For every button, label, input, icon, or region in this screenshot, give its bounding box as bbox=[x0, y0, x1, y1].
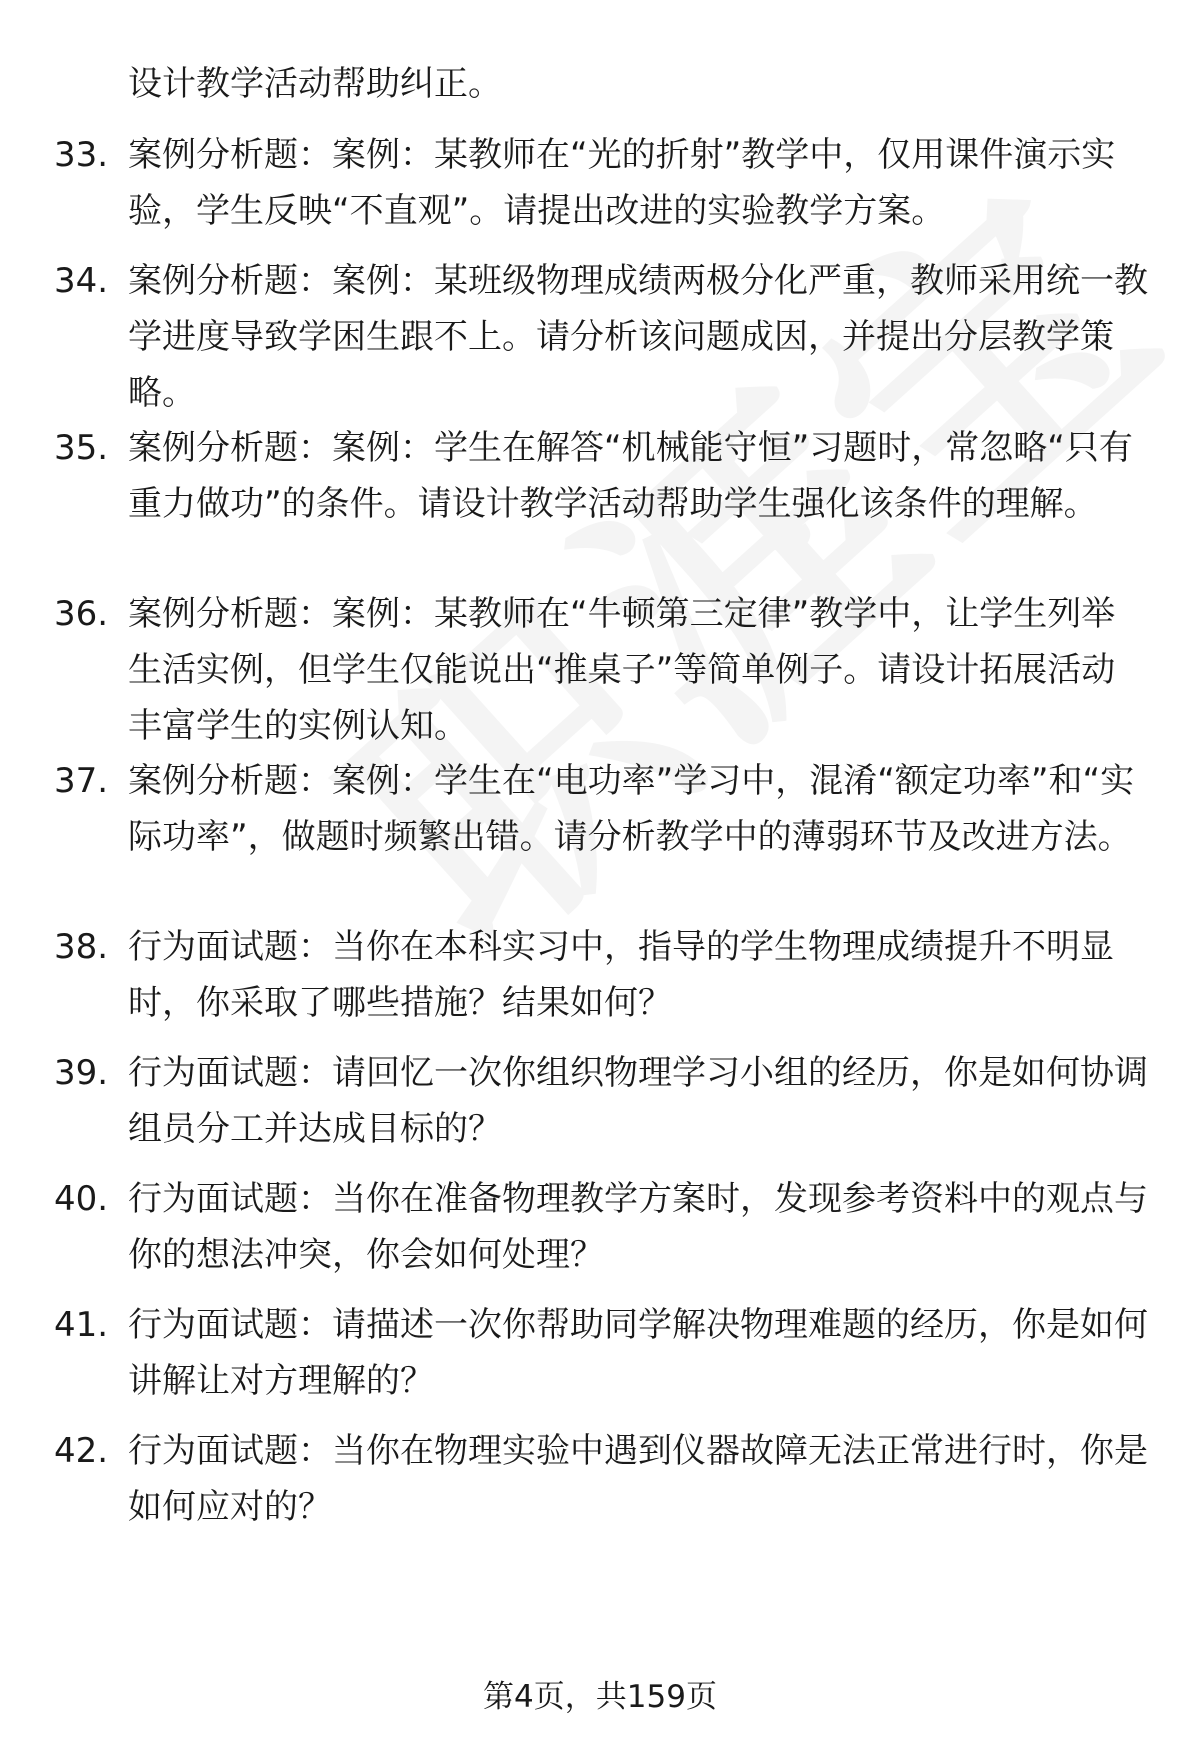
question-text: 行为面试题：请回忆一次你组织物理学习小组的经历，你是如何协调组员分工并达成目标的？ bbox=[128, 1053, 1148, 1149]
question-text: 行为面试题：请描述一次你帮助同学解决物理难题的经历，你是如何讲解让对方理解的？ bbox=[128, 1305, 1148, 1401]
question-number: 34. bbox=[54, 261, 109, 301]
page-footer: 第4页，共159页 bbox=[483, 1679, 717, 1715]
question-number: 33. bbox=[54, 135, 109, 175]
question-text: 案例分析题：案例：某教师在“牛顿第三定律”教学中，让学生列举生活实例，但学生仅能说出“推桌子”等简单例子。请设计拓展活动丰富学生的实例认知。 bbox=[128, 594, 1116, 746]
question-text: 行为面试题：当你在物理实验中遇到仪器故障无法正常进行时，你是如何应对的？ bbox=[128, 1431, 1148, 1527]
question-number: 40. bbox=[54, 1179, 109, 1219]
question-text: 案例分析题：案例：某教师在“光的折射”教学中，仅用课件演示实验，学生反映“不直观”。请提出改进的实验教学方案。 bbox=[128, 135, 1116, 231]
question-number: 41. bbox=[54, 1305, 109, 1345]
question-number: 39. bbox=[54, 1053, 109, 1093]
question-number: 35. bbox=[54, 428, 109, 468]
question-number: 42. bbox=[54, 1431, 109, 1471]
question-text: 行为面试题：当你在准备物理教学方案时，发现参考资料中的观点与你的想法冲突，你会如何处理？ bbox=[128, 1179, 1148, 1275]
question-number: 36. bbox=[54, 594, 109, 634]
continuation-text: 设计教学活动帮助纠正。 bbox=[128, 64, 502, 104]
question-number: 37. bbox=[54, 761, 109, 801]
question-number: 38. bbox=[54, 927, 109, 967]
question-text: 行为面试题：当你在本科实习中，指导的学生物理成绩提升不明显时，你采取了哪些措施？结果如何？ bbox=[128, 927, 1114, 1023]
question-text: 案例分析题：案例：学生在“电功率”学习中，混淆“额定功率”和“实际功率”，做题时频繁出错。请分析教学中的薄弱环节及改进方法。 bbox=[128, 761, 1135, 857]
question-text: 案例分析题：案例：学生在解答“机械能守恒”习题时，常忽略“只有重力做功”的条件。请设计教学活动帮助学生强化该条件的理解。 bbox=[128, 428, 1133, 524]
question-text: 案例分析题：案例：某班级物理成绩两极分化严重，教师采用统一教学进度导致学困生跟不上。请分析该问题成因，并提出分层教学策略。 bbox=[128, 261, 1148, 413]
